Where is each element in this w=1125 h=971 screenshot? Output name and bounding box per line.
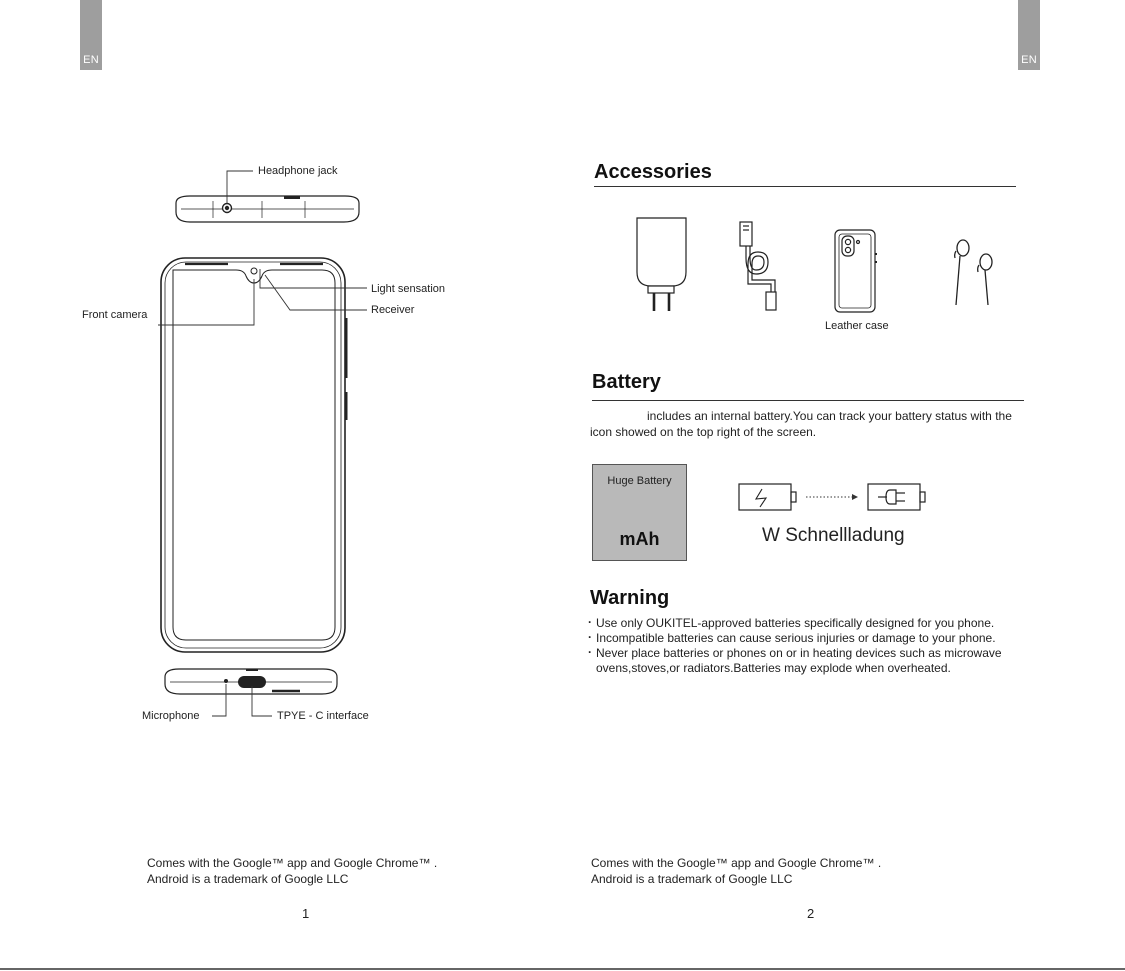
battery-capacity-unit: mAh xyxy=(619,529,660,549)
light-sensation-label: Light sensation xyxy=(371,283,445,295)
footer-line-google: Comes with the Google™ app and Google Chrome™ . xyxy=(591,856,882,870)
fast-charge-label: W Schnellladung xyxy=(762,525,905,546)
page-number-1: 1 xyxy=(302,906,310,921)
accessories-rule xyxy=(594,186,1016,187)
bottom-border xyxy=(0,968,1125,970)
receiver-label: Receiver xyxy=(371,304,415,316)
page-number-2: 2 xyxy=(807,906,815,921)
huge-battery-box xyxy=(592,464,687,561)
footer-line-trademark: Android is a trademark of Google LLC xyxy=(591,872,793,886)
warning-item: · Incompatible batteries can cause serious injuries or damage to your phone. xyxy=(587,631,1057,646)
page2-footer xyxy=(591,855,881,887)
battery-rule xyxy=(592,400,1024,401)
huge-battery-title: Huge Battery xyxy=(607,475,672,487)
accessories-title: Accessories xyxy=(594,161,712,183)
warning-item: · Use only OUKITEL-approved batteries specifically designed for you phone. xyxy=(587,616,1057,631)
front-camera-label: Front camera xyxy=(82,309,148,321)
warning-item: · Never place batteries or phones on or in heating devices such as microwave ovens,stoves,or radiators.Batteries may explode when overheated. xyxy=(587,646,1057,676)
type-c-interface-label: TPYE - C interface xyxy=(277,710,369,722)
warning-title: Warning xyxy=(590,587,670,609)
headphone-jack-label: Headphone jack xyxy=(258,165,338,177)
language-tab-label: EN xyxy=(1021,54,1037,66)
manual-page-1 xyxy=(0,0,562,968)
footer-line-trademark: Android is a trademark of Google LLC xyxy=(147,872,349,886)
leather-case-label: Leather case xyxy=(825,320,889,332)
warning-list xyxy=(587,616,1057,676)
battery-description: includes an internal battery.You can track your battery status with the icon showed on the top right of the screen. xyxy=(590,409,1012,439)
language-tab-label: EN xyxy=(83,54,99,66)
page1-footer xyxy=(147,855,437,887)
microphone-label: Microphone xyxy=(142,710,200,722)
battery-title: Battery xyxy=(592,371,661,393)
footer-line-google: Comes with the Google™ app and Google Chrome™ . xyxy=(147,856,438,870)
